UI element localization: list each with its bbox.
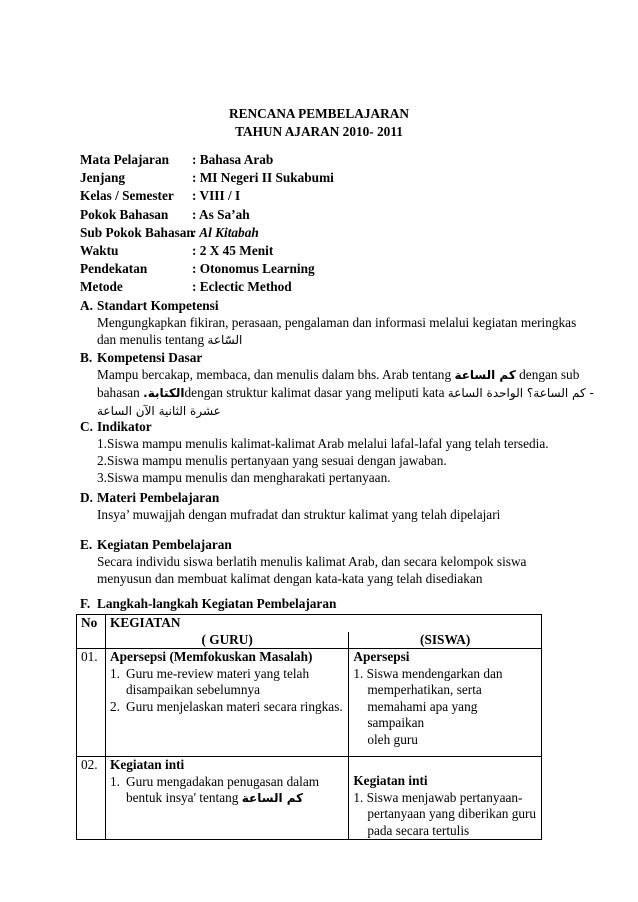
meta-row (80, 169, 334, 187)
guru-heading: Kegiatan inti (109, 757, 185, 772)
section-body (80, 366, 594, 420)
siswa-heading: Kegiatan inti (353, 773, 428, 788)
list-item (110, 774, 344, 807)
section-title: Kegiatan Pembelajaran (97, 537, 232, 552)
meta-value: : MI Negeri II Sukabumi (192, 170, 334, 186)
text-line: oleh guru (367, 731, 418, 747)
text-span: bentuk insya' tentang (125, 790, 242, 805)
text-span: disampaikan sebelumnya (125, 682, 261, 697)
text-span: bahasan (97, 385, 144, 400)
section-letter: E. (80, 537, 93, 552)
header-no: No (77, 615, 106, 632)
guru-list (110, 774, 344, 807)
section-heading (80, 536, 580, 553)
siswa-cell (349, 757, 542, 840)
section-title: Langkah-langkah Kegiatan Pembelajaran (97, 596, 337, 611)
meta-value: : As Sa’ah (192, 206, 250, 222)
guru-heading: Apersepsi (Memfokuskan Masalah) (109, 649, 313, 664)
text-line: 1. Siswa mendengarkan dan (353, 665, 503, 681)
meta-row (80, 151, 334, 169)
section-body (80, 314, 580, 349)
list-item (110, 699, 344, 716)
meta-block (80, 151, 334, 297)
text-span: dan menulis tentang (97, 332, 208, 347)
text-span: Mampu bercakap, membaca, dan menulis dalam bhs. Arab tentang (97, 367, 455, 382)
arabic-text: .الكتابة (143, 386, 185, 400)
row-number: 01. (77, 649, 106, 757)
text-line: 1. Siswa menjawab pertanyaan- (353, 789, 523, 805)
text-line (97, 384, 594, 402)
text-span: Guru mengadakan penugasan dalam (125, 773, 320, 789)
section-title: Indikator (97, 419, 152, 434)
section-title: Standart Kompetensi (97, 298, 219, 313)
text-line: menyusun dan membuat kalimat dengan kata-kata yang telah disediakan (97, 571, 483, 586)
table-row (77, 649, 542, 757)
section-body (80, 435, 580, 486)
section-body (80, 553, 580, 587)
section-letter: B. (80, 350, 93, 365)
text-line: pada secara tertulis (367, 822, 470, 838)
guru-list (110, 666, 344, 716)
section-letter: F. (80, 596, 91, 611)
section-title: Kompetensi Dasar (97, 350, 203, 365)
text-span: dengan sub (515, 367, 580, 382)
meta-value: : Al Kitabah (192, 224, 259, 240)
arabic-text: كم الساعة؟ الواحدة الساعة - (447, 386, 594, 400)
meta-value: : 2 X 45 Menit (192, 243, 274, 259)
meta-label: Pokok Bahasan (80, 206, 169, 222)
item-number: 1. (109, 665, 120, 681)
meta-label: Metode (80, 279, 123, 295)
spacer (353, 757, 537, 773)
text-line (97, 366, 580, 384)
meta-label: Jenjang (80, 170, 126, 186)
activity-table (76, 614, 542, 840)
section-letter: C. (80, 419, 93, 434)
list-item: 2.Siswa mampu menulis pertanyaan yang sesuai dengan jawaban. (97, 453, 447, 468)
meta-value: : Eclectic Method (192, 279, 292, 295)
siswa-cell (349, 649, 542, 757)
section-heading (80, 595, 580, 612)
section-f (80, 595, 580, 612)
meta-label: Waktu (80, 243, 119, 259)
meta-row (80, 206, 334, 224)
arabic-text: كم الساعة (454, 368, 516, 382)
text-span: Guru me-review materi yang telah (125, 665, 310, 681)
section-a (80, 297, 580, 349)
text-line: Insya’ muwajjah dengan mufradat dan struktur kalimat yang telah dipelajari (97, 507, 501, 522)
row-number: 02. (77, 757, 106, 840)
meta-row (80, 260, 334, 278)
section-b (80, 349, 594, 420)
item-text (126, 774, 319, 807)
table-header-row (77, 615, 542, 632)
section-e (80, 536, 580, 587)
arabic-text: كم الساعة (241, 791, 304, 805)
meta-row (80, 278, 334, 296)
subheader-siswa: (SISWA) (349, 632, 542, 649)
meta-label: Kelas / Semester (80, 188, 174, 204)
item-number: 1. (109, 773, 120, 789)
section-letter: D. (80, 490, 93, 505)
document-title: RENCANA PEMBELAJARAN (229, 106, 409, 121)
header-kegiatan: KEGIATAN (105, 615, 541, 632)
item-number: 2. (109, 698, 120, 714)
guru-cell (105, 649, 348, 757)
meta-label: Pendekatan (80, 261, 148, 277)
section-heading (80, 349, 580, 366)
list-item: 3.Siswa mampu menulis dan mengharakati pertanyaan. (97, 470, 391, 485)
section-heading (80, 489, 580, 506)
meta-row (80, 224, 334, 242)
text-line: memperhatikan, serta (367, 682, 482, 697)
section-body (80, 506, 580, 523)
meta-row (80, 242, 334, 260)
list-item (110, 666, 344, 699)
table-row (77, 757, 542, 840)
meta-value: : Otonomus Learning (192, 261, 315, 277)
meta-label: Mata Pelajaran (80, 152, 169, 167)
item-text: Guru menjelaskan materi secara ringkas. (125, 698, 343, 714)
text-line: Secara individu siswa berlatih menulis kalimat Arab, dan secara kelompok siswa (97, 554, 527, 569)
text-span: dengan struktur kalimat dasar yang meliputi kata (184, 385, 448, 400)
arabic-text: عشرة الثانية الآن الساعة (97, 404, 221, 418)
meta-label: Sub Pokok Bahasan (80, 224, 194, 240)
section-heading (80, 418, 580, 435)
arabic-text: السّاعة (207, 333, 243, 347)
meta-value: : VIII / I (192, 188, 241, 204)
subheader-guru: ( GURU) (105, 632, 348, 649)
section-c (80, 418, 580, 486)
item-text (126, 666, 309, 699)
section-heading (80, 297, 580, 314)
section-letter: A. (80, 298, 93, 313)
guru-cell (105, 757, 348, 840)
section-d (80, 489, 580, 523)
text-line: Mengungkapkan fikiran, perasaan, pengalaman dan informasi melalui kegiatan meringkas (97, 315, 577, 330)
meta-value: : Bahasa Arab (192, 152, 274, 167)
text-line: pertanyaan yang diberikan guru (367, 806, 537, 821)
meta-row (80, 187, 334, 205)
table-subheader-row (77, 632, 542, 649)
section-title: Materi Pembelajaran (97, 490, 220, 505)
subheader-empty (77, 632, 106, 649)
text-line: memahami apa yang sampaikan (367, 698, 478, 730)
text-line (97, 331, 580, 349)
list-item: 1.Siswa mampu menulis kalimat-kalimat Arab melalui lafal-lafal yang telah tersedia. (97, 436, 549, 451)
document-subtitle: TAHUN AJARAN 2010- 2011 (235, 124, 403, 139)
siswa-heading: Apersepsi (353, 649, 410, 664)
